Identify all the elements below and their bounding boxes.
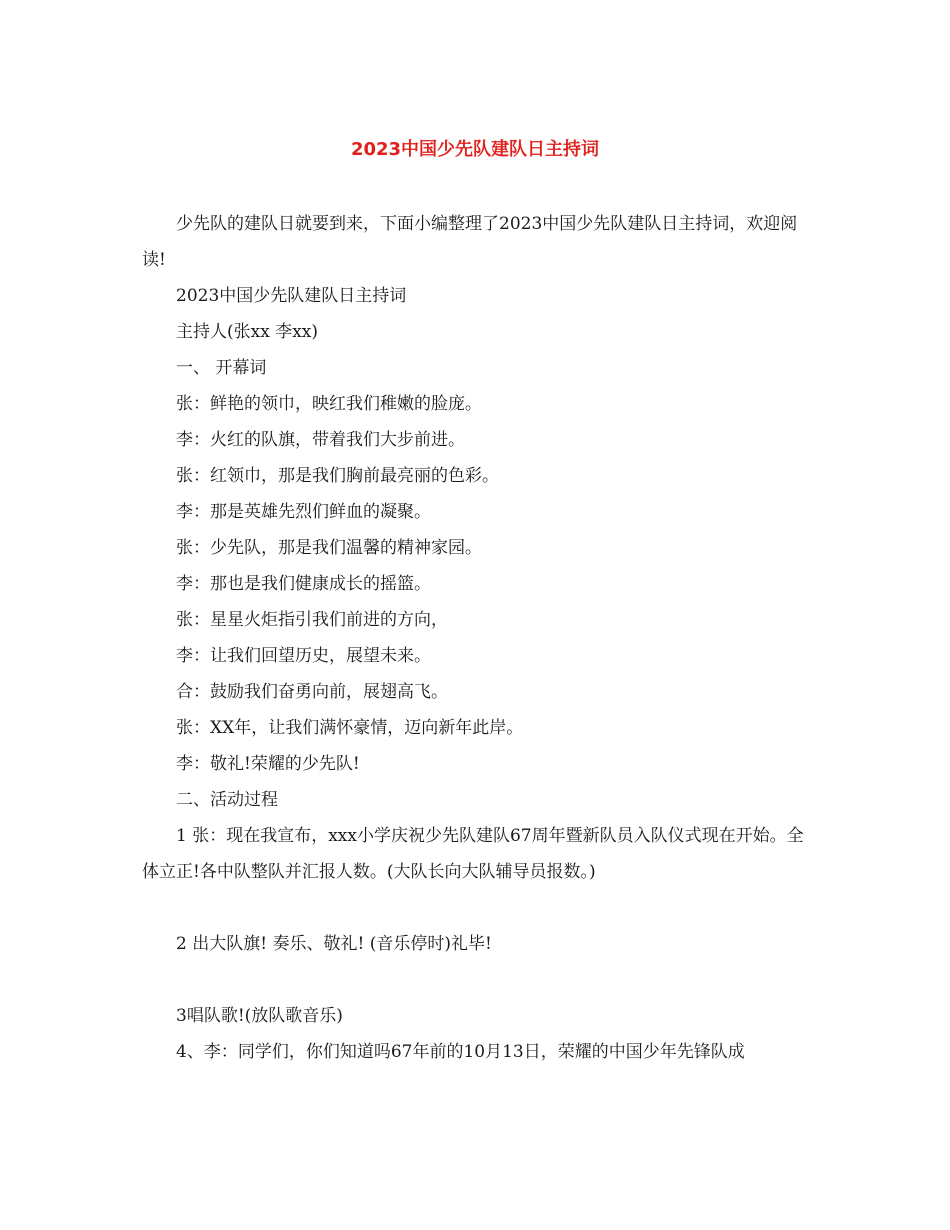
paragraph-subtitle: 2023中国少先队建队日主持词 [176,286,407,306]
paragraph-line: 张：鲜艳的领巾，映红我们稚嫩的脸庞。 [176,394,482,414]
section-heading-process: 二、活动过程 [176,790,278,810]
paragraph-hosts: 主持人(张xx 李xx) [176,322,319,342]
paragraph-line: 李：敬礼!荣耀的少先队! [176,754,360,774]
paragraph-step: 1 张：现在我宣布，xxx小学庆祝少先队建队67周年暨新队员入队仪式现在开始。全体立正!各中队整队并汇报人数。(大队长向大队辅导员报数。) [142,826,804,882]
paragraph-line: 李：让我们回望历史，展望未来。 [176,646,431,666]
paragraph-line: 李：那是英雄先烈们鲜血的凝聚。 [176,502,431,522]
paragraph-step: 4、李：同学们，你们知道吗67年前的10月13日，荣耀的中国少年先锋队成 [176,1042,745,1062]
paragraph-line: 张：星星火炬指引我们前进的方向， [176,610,448,630]
section-heading-opening: 一、 开幕词 [176,358,267,378]
document-body [142,206,812,1070]
paragraph-line: 李：那也是我们健康成长的摇篮。 [176,574,431,594]
document-title: 2023中国少先队建队日主持词 [350,139,600,160]
paragraph-step: 2 出大队旗! 奏乐、敬礼! (音乐停时)礼毕! [176,934,492,954]
paragraph-step: 3唱队歌!(放队歌音乐) [176,1006,343,1026]
paragraph-line: 合：鼓励我们奋勇向前，展翅高飞。 [176,682,448,702]
paragraph-line: 张：XX年，让我们满怀豪情，迈向新年此岸。 [176,718,524,738]
paragraph-line: 李：火红的队旗，带着我们大步前进。 [176,430,465,450]
paragraph-line: 张：红领巾，那是我们胸前最亮丽的色彩。 [176,466,499,486]
paragraph-intro: 少先队的建队日就要到来，下面小编整理了2023中国少先队建队日主持词，欢迎阅读! [142,214,798,270]
paragraph-line: 张：少先队，那是我们温馨的精神家园。 [176,538,482,558]
